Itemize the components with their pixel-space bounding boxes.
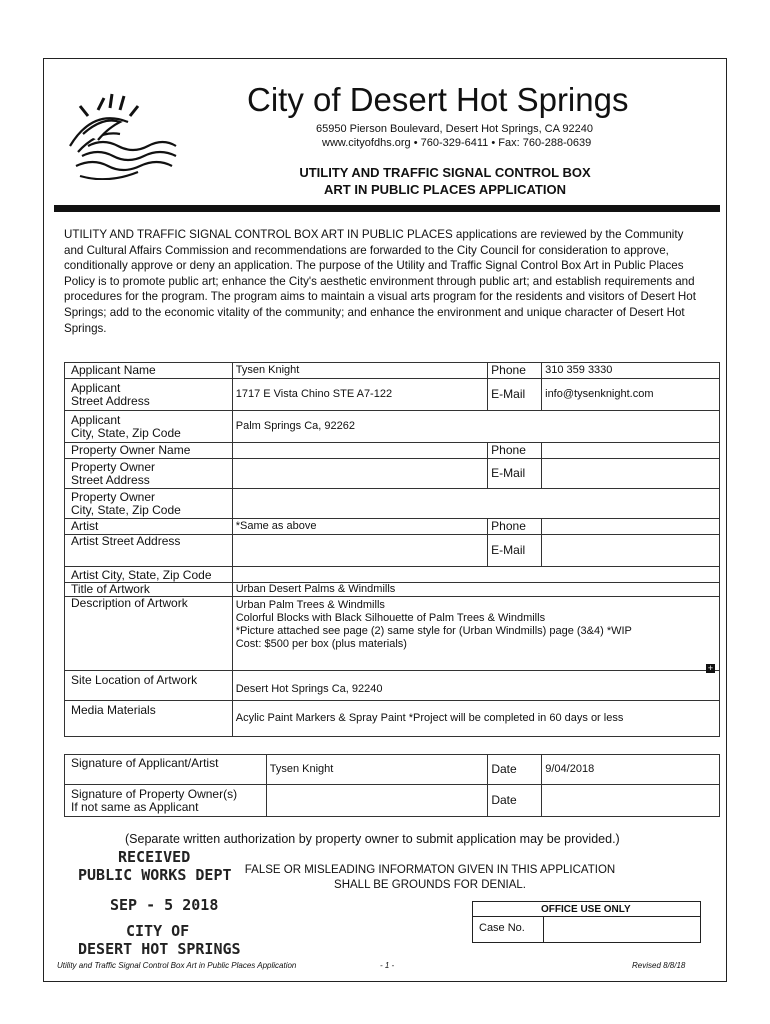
field-artist-email[interactable] (542, 535, 720, 567)
label-media: Media Materials (65, 701, 233, 737)
label-applicant-city: Applicant City, State, Zip Code (65, 411, 233, 443)
label-artist: Artist (65, 519, 233, 535)
label-owner-phone: Phone (488, 443, 542, 459)
label-applicant-name: Applicant Name (65, 363, 233, 379)
false-info-warning (230, 863, 630, 893)
office-use-box (472, 901, 701, 943)
field-owner-street[interactable] (232, 459, 487, 489)
field-description[interactable] (232, 597, 719, 671)
address-line: 65950 Pierson Boulevard, Desert Hot Springs, CA 92240 (316, 123, 593, 135)
description-line: Colorful Blocks with Black Silhouette of Palm Trees & Windmills (235, 612, 546, 624)
field-owner-date[interactable] (542, 785, 720, 817)
field-applicant-city[interactable]: Palm Springs Ca, 92262 (232, 411, 719, 443)
city-logo (58, 88, 188, 180)
field-applicant-street[interactable]: 1717 E Vista Chino STE A7-122 (232, 379, 487, 411)
authorization-note: (Separate written authorization by property owner to submit application may be provided.) (125, 832, 620, 846)
field-signature-applicant[interactable]: Tysen Knight (266, 755, 488, 785)
stamp-date: SEP - 5 2018 (110, 896, 219, 914)
field-applicant-email[interactable]: info@tysenknight.com (542, 379, 720, 411)
field-title[interactable]: Urban Desert Palms & Windmills (232, 583, 719, 597)
label-email: E-Mail (488, 379, 542, 411)
intro-paragraph: UTILITY AND TRAFFIC SIGNAL CONTROL BOX ART IN PUBLIC PLACES applications are reviewed by the Community and Cultural Affairs Commission and recommendations are forwarded to the City Council for consideration to approve, conditionally approve or deny an application. The purpose of the Utility and Traffic Signal Control Box Art in Public Places Policy is to promote public art; enhance the City's aesthetic environment through public art; and establish requirements and procedures for the program. The program aims to maintain a visual arts program for the residents and visitors of Desert Hot Springs; add to the economic vitality of the community; and enhance the environment and unique character of Desert Hot Springs. (64, 228, 696, 335)
label-artist-email: E-Mail (488, 535, 542, 567)
document-title-line2: ART IN PUBLIC PLACES APPLICATION (324, 182, 566, 197)
label-artist-city: Artist City, State, Zip Code (65, 567, 233, 583)
description-line: *Picture attached see page (2) same style for (Urban Windmills) page (3&4) *WIP (235, 625, 632, 637)
field-date[interactable]: 9/04/2018 (542, 755, 720, 785)
description-line: Cost: $500 per box (plus materials) (235, 638, 407, 650)
label-date: Date (488, 755, 542, 785)
field-media[interactable]: Acylic Paint Markers & Spray Paint *Project will be completed in 60 days or less (232, 701, 719, 737)
label-owner-city: Property Owner City, State, Zip Code (65, 489, 233, 519)
document-title-line1: UTILITY AND TRAFFIC SIGNAL CONTROL BOX (299, 165, 591, 180)
label-description: Description of Artwork (65, 597, 233, 671)
field-signature-owner[interactable] (266, 785, 488, 817)
received-stamp (78, 848, 241, 958)
field-owner-email[interactable] (542, 459, 720, 489)
contact-line: www.cityofdhs.org • 760-329-6411 • Fax: 760-288-0639 (322, 137, 592, 149)
label-applicant-street: Applicant Street Address (65, 379, 233, 411)
field-owner-phone[interactable] (542, 443, 720, 459)
expand-icon[interactable]: + (707, 663, 714, 673)
field-applicant-name[interactable]: Tysen Knight (232, 363, 487, 379)
warning-line2: SHALL BE GROUNDS FOR DENIAL. (334, 879, 526, 891)
stamp-line: DESERT HOT SPRINGS (78, 940, 241, 958)
case-number-field[interactable] (545, 918, 695, 940)
city-contact (316, 122, 593, 150)
label-title: Title of Artwork (65, 583, 233, 597)
description-line: Urban Palm Trees & Windmills (235, 599, 385, 611)
signature-table (64, 754, 720, 817)
field-artist-phone[interactable] (542, 519, 720, 535)
field-owner-name[interactable] (232, 443, 487, 459)
field-artist[interactable]: *Same as above (232, 519, 487, 535)
header-divider (54, 205, 720, 212)
label-artist-street: Artist Street Address (65, 535, 233, 567)
stamp-line: CITY OF (126, 922, 190, 940)
label-artist-phone: Phone (488, 519, 542, 535)
footer-title: Utility and Traffic Signal Control Box Art in Public Places Application (57, 961, 297, 970)
field-applicant-phone[interactable]: 310 359 3330 (542, 363, 720, 379)
warning-line1: FALSE OR MISLEADING INFORMATON GIVEN IN THIS APPLICATION (244, 864, 616, 876)
office-use-title: OFFICE USE ONLY (541, 904, 631, 915)
field-artist-city[interactable] (232, 567, 719, 583)
document-title (270, 164, 620, 198)
field-owner-city[interactable] (232, 489, 719, 519)
field-artist-street[interactable] (232, 535, 487, 567)
label-signature-applicant: Signature of Applicant/Artist (65, 755, 267, 785)
stamp-line: RECEIVED (118, 848, 191, 866)
label-site: Site Location of Artwork (65, 671, 233, 701)
city-name: City of Desert Hot Springs (247, 81, 629, 118)
label-phone: Phone (488, 363, 542, 379)
stamp-line: PUBLIC WORKS DEPT (78, 866, 232, 884)
page-number: - 1 - (380, 961, 395, 970)
label-owner-date: Date (488, 785, 542, 817)
application-form (64, 362, 720, 737)
revision-date: Revised 8/8/18 (632, 961, 686, 970)
label-owner-email: E-Mail (488, 459, 542, 489)
field-site[interactable]: Desert Hot Springs Ca, 92240 (232, 671, 719, 701)
label-signature-owner: Signature of Property Owner(s) If not same as Applicant (65, 785, 267, 817)
label-owner-street: Property Owner Street Address (65, 459, 233, 489)
case-number-label: Case No. (479, 922, 525, 934)
label-owner-name: Property Owner Name (65, 443, 233, 459)
